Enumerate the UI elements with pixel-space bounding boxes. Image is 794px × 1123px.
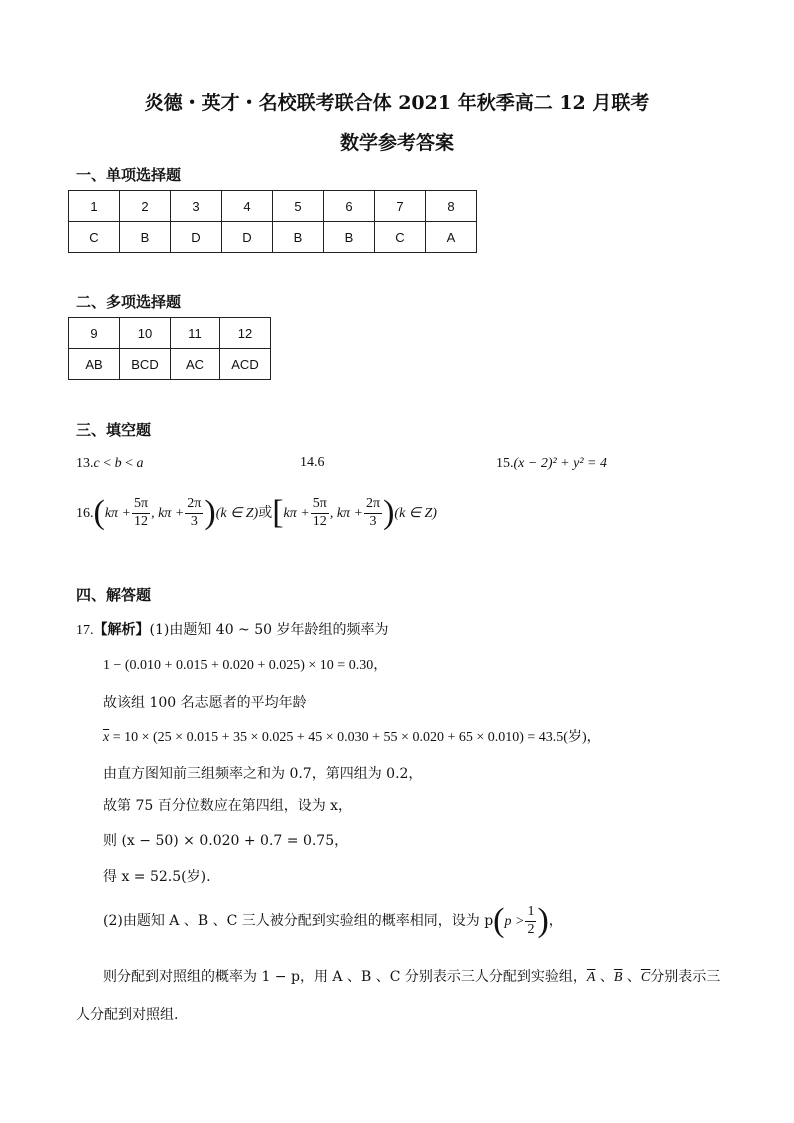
fraction: $\frac{2\pi}{3}$ — [187, 496, 202, 529]
table-cell: 11 — [171, 318, 220, 349]
table-cell: AB — [69, 349, 120, 380]
table-cell: BCD — [120, 349, 171, 380]
paren-open: ( — [93, 494, 105, 531]
table-cell: 2 — [120, 191, 171, 222]
table-cell: 4 — [222, 191, 273, 222]
table-row — [69, 349, 271, 380]
table-cell: 12 — [220, 318, 271, 349]
page-title: 炎德・英才・名校联考联合体 2021 年秋季高二 12 月联考 — [144, 92, 650, 114]
bracket-open: [ — [272, 494, 284, 531]
section2-heading: 二、多项选择题 — [76, 293, 182, 311]
q17-line-10: 则分配到对照组的概率为 1 − p，用 A 、B 、C 分别表示三人分配到实验组，$\overline{A}$ 、$\overline{B}$ 、$\overline{C}$分别表示三 — [103, 969, 721, 985]
table-cell: 7 — [375, 191, 426, 222]
table-row — [69, 318, 271, 349]
fraction: $\frac{5\pi}{12}$ — [134, 496, 149, 529]
section1-heading: 一、单项选择题 — [76, 166, 182, 184]
table-cell: D — [222, 222, 273, 253]
table-cell: C — [69, 222, 120, 253]
q17-line-7: 则 (x − 50) × 0.020 + 0.7 = 0.75， — [103, 833, 349, 849]
table-cell: 1 — [69, 191, 120, 222]
section3-heading: 三、填空题 — [76, 421, 152, 439]
q17-line-3: 故该组 100 名志愿者的平均年龄 — [103, 695, 307, 711]
table-cell: C — [375, 222, 426, 253]
fraction: $\frac{5\pi}{12}$ — [312, 496, 327, 529]
multi-choice-table — [68, 317, 271, 380]
table-cell: 10 — [120, 318, 171, 349]
fraction: $\frac{2\pi}{3}$ — [366, 496, 381, 529]
table-cell: 6 — [324, 191, 375, 222]
q17-line-2: 1 − (0.010 + 0.015 + 0.020 + 0.025) × 10 = 0.30， — [103, 658, 388, 673]
table-cell: B — [120, 222, 171, 253]
table-cell: B — [273, 222, 324, 253]
fraction: $\frac{1}{2}$ — [527, 904, 535, 937]
table-cell: A — [426, 222, 477, 253]
q17-line-9: (2)由题知 A 、B 、C 三人被分配到实验组的概率相同，设为 p(p > $\frac{1}{2}$ )， — [103, 902, 563, 939]
table-cell: 8 — [426, 191, 477, 222]
q17-line-11: 人分配到对照组. — [76, 1007, 179, 1023]
single-choice-table — [68, 190, 477, 253]
q17-line-1: 17.【解析】(1)由题知 40 ~ 50 岁年龄组的频率为 — [76, 622, 389, 638]
paren-close: ) — [204, 494, 216, 531]
q17-line-6: 故第 75 百分位数应在第四组，设为 x， — [103, 798, 353, 814]
page-subtitle: 数学参考答案 — [339, 132, 454, 154]
table-cell: 3 — [171, 191, 222, 222]
section4-heading: 四、解答题 — [76, 586, 152, 604]
table-cell: B — [324, 222, 375, 253]
paren-close: ) — [537, 902, 549, 939]
q17-line-4: $\overline{x} = 10 \times (25 \times 0.015 + 35 \times 0.025 + 45 \times 0.030 + 55 \times 0.020 + 65 \times 0.010) = 43.5$(岁)， — [103, 730, 601, 745]
table-row — [69, 222, 477, 253]
table-cell: 5 — [273, 191, 324, 222]
table-cell: AC — [171, 349, 220, 380]
table-cell: 9 — [69, 318, 120, 349]
table-cell: D — [171, 222, 222, 253]
table-cell: ACD — [220, 349, 271, 380]
q17-line-8: 得 x = 52.5(岁). — [103, 869, 211, 885]
table-row — [69, 191, 477, 222]
answer-15: 15.(x − 2)² + y² = 4 — [496, 456, 607, 471]
answer-13: 13.c < b < a — [76, 456, 144, 471]
paren-close: ) — [383, 494, 395, 531]
q17-line-5: 由直方图知前三组频率之和为 0.7，第四组为 0.2， — [103, 766, 423, 782]
paren-open: ( — [493, 902, 505, 939]
answer-16: 16.(kπ + $\frac{5\pi}{12}$ , kπ + $\frac{2\pi}{3}$ )(k ∈ Z)或[kπ + $\frac{5\pi}{12}$ , kπ + $\frac{2\pi}{3}$ )(k ∈ Z) — [76, 494, 437, 531]
answer-14: 14.6 — [300, 455, 325, 470]
